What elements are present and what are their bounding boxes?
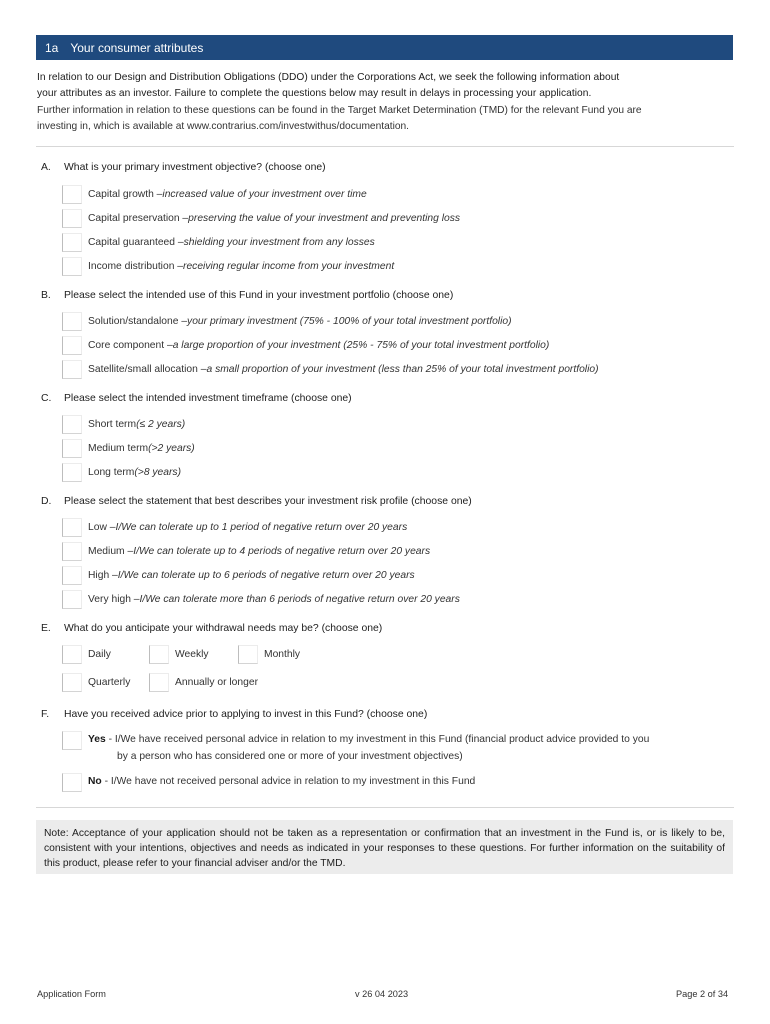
checkbox[interactable] [62, 673, 82, 692]
option-monthly[interactable] [238, 644, 300, 664]
checkbox[interactable] [62, 518, 82, 537]
option-label: Medium term [88, 442, 149, 454]
question-letter: E. [41, 623, 51, 634]
option-capital-guaranteed[interactable] [62, 232, 375, 252]
option-label: Satellite/small allocation – [88, 363, 207, 375]
advice-no-text [88, 773, 475, 792]
option-description: (>8 years) [134, 466, 182, 478]
option-risk-low[interactable] [62, 517, 407, 537]
checkbox[interactable] [238, 645, 258, 664]
option-description: a small proportion of your investment (less than 25% of your total investment portfolio) [206, 363, 599, 375]
question-letter: A. [41, 162, 51, 173]
checkbox[interactable] [149, 673, 169, 692]
option-label: Annually or longer [175, 676, 258, 688]
option-risk-high[interactable] [62, 565, 415, 585]
yes-label: Yes [88, 734, 106, 745]
divider [36, 146, 734, 147]
checkbox[interactable] [62, 360, 82, 379]
option-label: Daily [88, 648, 111, 660]
question-letter: B. [41, 290, 51, 301]
option-label: High – [88, 569, 118, 581]
intro-plain-line: Further information in relation to these questions can be found in the Target Market Determination (TMD) for the relevant Fund you are [37, 105, 642, 116]
option-risk-medium[interactable] [62, 541, 430, 561]
footer-form-name: Application Form [37, 989, 106, 999]
option-label: Long term [88, 466, 135, 478]
checkbox[interactable] [149, 645, 169, 664]
yes-text: - I/We have received personal advice in relation to my investment in this Fund (financial product advice provided to you [105, 734, 650, 745]
option-label: Short term [88, 418, 137, 430]
checkbox[interactable] [62, 415, 82, 434]
checkbox[interactable] [62, 439, 82, 458]
checkbox[interactable] [62, 731, 82, 750]
option-description: your primary investment (75% - 100% of your total investment portfolio) [187, 315, 512, 327]
note-box: Note: Acceptance of your application should not be taken as a representation or confirmation that an investment in the Fund is, or is likely to be, consistent with your intentions, objectives and needs as indicated in your responses to these questions. For further information on the suitability of this product, please refer to your financial adviser and/or the TMD. [36, 820, 733, 874]
option-description: I/We can tolerate up to 1 period of negative return over 20 years [115, 521, 408, 533]
option-description: shielding your investment from any losses [183, 236, 375, 248]
checkbox[interactable] [62, 209, 82, 228]
question-text: What do you anticipate your withdrawal needs may be? (choose one) [64, 623, 383, 634]
option-long-term[interactable] [62, 462, 181, 482]
option-description: increased value of your investment over time [162, 188, 367, 200]
checkbox[interactable] [62, 566, 82, 585]
option-short-term[interactable] [62, 414, 185, 434]
option-capital-growth[interactable] [62, 184, 367, 204]
question-text: What is your primary investment objective? (choose one) [64, 162, 326, 173]
question-text: Please select the intended investment timeframe (choose one) [64, 393, 352, 404]
option-risk-very-high[interactable] [62, 589, 460, 609]
option-description: (>2 years) [148, 442, 195, 454]
option-satellite-allocation[interactable] [62, 359, 599, 379]
checkbox[interactable] [62, 542, 82, 561]
option-label: Quarterly [88, 676, 131, 688]
question-d [41, 496, 472, 507]
section-title: Your consumer attributes [70, 40, 204, 55]
option-description: a large proportion of your investment (25% - 75% of your total investment portfolio) [172, 339, 550, 351]
intro-plain-line: investing in, which is available at www.contrarius.com/investwithus/documentation. [37, 120, 410, 132]
yes-text-continued: by a person who has considered one or more of your investment objectives) [117, 751, 463, 762]
option-label: Capital growth – [88, 188, 163, 200]
question-text: Please select the statement that best describes your investment risk profile (choose one) [64, 496, 472, 507]
option-core-component[interactable] [62, 335, 549, 355]
checkbox[interactable] [62, 463, 82, 482]
option-description: I/We can tolerate up to 4 periods of negative return over 20 years [133, 545, 431, 557]
question-e [41, 623, 382, 634]
checkbox[interactable] [62, 590, 82, 609]
checkbox[interactable] [62, 336, 82, 355]
no-label: No [88, 776, 102, 787]
question-text: Please select the intended use of this Fund in your investment portfolio (choose one) [64, 290, 454, 301]
option-solution-standalone[interactable] [62, 311, 512, 331]
checkbox[interactable] [62, 645, 82, 664]
option-label: Capital preservation – [88, 212, 189, 224]
question-b [41, 290, 453, 301]
option-description: receiving regular income from your investment [183, 260, 395, 272]
option-label: Low – [88, 521, 116, 533]
option-income-distribution[interactable] [62, 256, 394, 276]
section-number: 1a [45, 40, 59, 55]
option-description: (≤ 2 years) [136, 418, 186, 430]
option-label: Very high – [88, 593, 140, 605]
option-label: Weekly [175, 648, 209, 660]
option-description: I/We can tolerate more than 6 periods of negative return over 20 years [139, 593, 460, 605]
question-f [41, 709, 427, 720]
checkbox[interactable] [62, 185, 82, 204]
option-capital-preservation[interactable] [62, 208, 460, 228]
question-a [41, 162, 326, 173]
option-description: preserving the value of your investment and preventing loss [188, 212, 461, 224]
question-letter: C. [41, 393, 52, 404]
intro-text [37, 70, 735, 134]
question-text: Have you received advice prior to applying to invest in this Fund? (choose one) [64, 709, 428, 720]
option-description: I/We can tolerate up to 6 periods of negative return over 20 years [117, 569, 415, 581]
advice-yes-text [88, 731, 649, 765]
option-label: Solution/standalone – [88, 315, 188, 327]
divider [36, 807, 734, 808]
option-label: Core component – [88, 339, 173, 351]
no-text: - I/We have not received personal advice in relation to my investment in this Fund [101, 776, 476, 787]
option-advice-yes[interactable] [62, 731, 649, 765]
intro-obligation-text [37, 70, 735, 101]
intro-bold-line: In relation to our Design and Distribution Obligations (DDO) under the Corporations Act, we seek the following information about [37, 72, 620, 83]
question-letter: F. [41, 709, 50, 720]
checkbox[interactable] [62, 312, 82, 331]
question-c [41, 393, 352, 404]
footer-version: v 26 04 2023 [355, 989, 409, 999]
section-header [36, 35, 733, 60]
option-advice-no[interactable] [62, 773, 475, 792]
intro-bold-line: your attributes as an investor. Failure to complete the questions below may result in delays in processing your application. [37, 87, 592, 99]
option-medium-term[interactable] [62, 438, 195, 458]
option-label: Income distribution – [88, 260, 184, 272]
checkbox[interactable] [62, 233, 82, 252]
checkbox[interactable] [62, 773, 82, 792]
option-label: Capital guaranteed – [88, 236, 184, 248]
footer-page-number: Page 2 of 34 [676, 989, 729, 999]
option-label: Monthly [264, 648, 301, 660]
intro-tmd-text [37, 103, 735, 134]
question-letter: D. [41, 496, 52, 507]
option-weekly[interactable] [149, 644, 209, 664]
option-daily[interactable] [62, 644, 111, 664]
option-annually[interactable] [149, 672, 258, 692]
checkbox[interactable] [62, 257, 82, 276]
option-label: Medium – [88, 545, 134, 557]
option-quarterly[interactable] [62, 672, 130, 692]
